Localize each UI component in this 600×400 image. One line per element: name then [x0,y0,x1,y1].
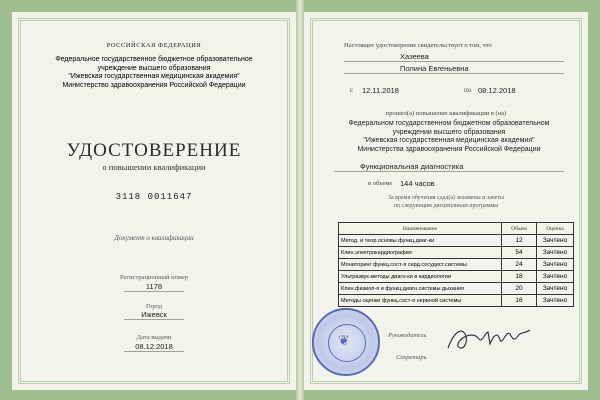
column-header-grade: Оценка [537,223,574,235]
issue-date-value: 08.12.2018 [135,342,173,351]
head-signature-label: Руководитель [388,332,427,339]
city-label: Город [145,303,163,310]
table-row [339,295,574,307]
registration-number-label: Регистрационный номер [120,274,188,281]
underline [124,351,184,352]
to-date: 08.12.2018 [478,86,516,95]
document-subtitle: о повышении квалификации [102,162,206,172]
document-title: УДОСТОВЕРЕНИЕ [66,140,242,161]
column-header-volume: Объем [502,223,537,235]
table-row [339,271,574,283]
column-header-name: Наименование [339,223,502,235]
discipline-name: Клин.электрокардиография [339,247,502,259]
official-seal-stamp [312,308,380,376]
given-name: Полина Евгеньевна [400,64,469,73]
discipline-hours: 12 [502,235,537,247]
passed-label: прошел(а) повышение квалификации в (на) [385,110,507,117]
issuer-line: учреждение высшего образования [97,64,211,72]
discipline-grade: Зачтено [537,295,574,307]
issue-date-label: Дата выдачи [136,334,172,341]
left-page [12,12,296,390]
discipline-grade: Зачтено [537,235,574,247]
secretary-signature-label: Секретарь [396,354,427,361]
underline [344,61,564,62]
table-header-row [339,223,574,235]
disciplines-table [338,222,574,307]
discipline-hours: 54 [502,247,537,259]
table-row [339,283,574,295]
table-row [339,247,574,259]
registration-number-value: 1178 [145,282,163,291]
surname: Хазеева [400,52,429,61]
handwritten-signature [444,322,534,356]
volume-label: в объеме [368,180,393,187]
document-number: 3118 0011647 [115,192,193,202]
discipline-hours: 24 [502,259,537,271]
training-org-line: Федеральном государственном бюджетном образовательном [348,120,550,127]
from-date: 12.11.2018 [362,86,399,95]
discipline-grade: Зачтено [537,259,574,271]
underline [124,319,184,320]
city-value: Ижевск [141,310,167,319]
center-fold [296,0,304,400]
table-row [339,235,574,247]
underline [124,291,184,292]
discipline-grade: Зачтено [537,247,574,259]
discipline-name: Клин.физиол-я и функц.диагн.системы дыхания [339,283,502,295]
issuer-line: Министерство здравоохранения Российской Федерации [62,81,246,89]
discipline-hours: 18 [502,271,537,283]
discipline-name: Методы оценки функц.сост-я нервной системы [339,295,502,307]
document-type: Документ о квалификации [114,234,194,242]
to-label: по [464,86,472,94]
issuer-line: "Ижевская государственная медицинская академия" [68,73,240,80]
table-row [339,259,574,271]
discipline-hours: 20 [502,283,537,295]
discipline-name: Ультразвук.методы диагн-ки в кардиологии [339,271,502,283]
discipline-grade: Зачтено [537,283,574,295]
training-organization [324,120,574,154]
issuer-organization [32,56,276,90]
training-org-line: Министерства здравоохранения Российской Федерации [357,145,541,153]
program-name: Функциональная диагностика [360,162,464,171]
training-org-line: "Ижевская государственная медицинская академия" [363,137,535,144]
right-page [304,12,588,390]
discipline-name: Мониторинг функц.сост-я серд.сосудист.системы [339,259,502,271]
underline [334,171,564,172]
intro-text: Настоящее удостоверение свидетельствует о том, что [344,42,492,49]
discipline-name: Метод. и теор.основы функц.диаг-ки [339,235,502,247]
underline [344,73,564,74]
coat-of-arms-icon: ❦ [338,332,350,348]
discipline-hours: 16 [502,295,537,307]
country-label: РОССИЙСКАЯ ФЕДЕРАЦИЯ [106,42,202,49]
from-label: с [350,86,354,94]
discipline-grade: Зачтено [537,271,574,283]
issuer-line: Федеральное государственное бюджетное образовательное [55,56,253,63]
exam-text-line: За время обучения сдал(а) экзамены и зачеты [388,195,504,201]
training-org-line: учреждении высшего образования [392,128,506,136]
volume-value: 144 часов [400,179,435,188]
exam-text-line: по следующим дисциплинам программы [393,203,499,209]
